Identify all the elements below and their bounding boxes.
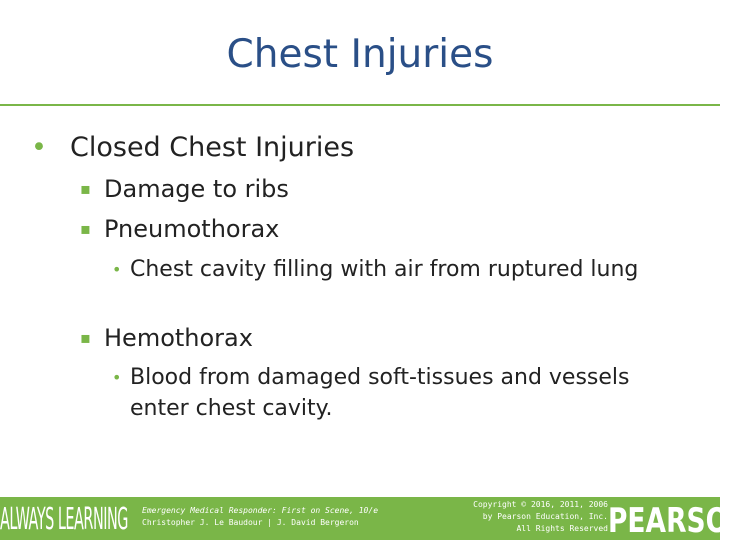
book-authors: Christopher J. Le Baudour | J. David Bergeron: [142, 518, 359, 527]
title-divider: [0, 104, 720, 106]
always-learning-logo: ALWAYS LEARNING: [0, 502, 128, 537]
copyright-line: Copyright © 2016, 2011, 2006: [473, 500, 608, 509]
bullet-level3: [112, 362, 692, 424]
bullet-text: Damage to ribs: [104, 175, 289, 203]
bullet-level2: [80, 215, 279, 243]
square-bullet-icon: ▪: [80, 328, 91, 347]
book-credit: [142, 505, 378, 529]
small-round-bullet-icon: •: [112, 260, 122, 279]
bullet-level2: [80, 175, 289, 203]
round-bullet-icon: •: [31, 132, 47, 163]
small-round-bullet-icon: •: [112, 368, 122, 387]
bullet-text: Hemothorax: [104, 324, 253, 352]
square-bullet-icon: ▪: [80, 179, 91, 198]
bullet-text: Pneumothorax: [104, 215, 280, 243]
book-title: Emergency Medical Responder: First on Scene, 10/e: [142, 506, 379, 515]
slide-title: Chest Injuries: [226, 32, 494, 77]
bullet-level1: [30, 132, 354, 163]
bullet-level2: [80, 324, 253, 352]
bullet-text: Chest cavity filling with air from ruptured lung: [130, 257, 639, 282]
footer-bar: [0, 497, 750, 541]
copyright-line: by Pearson Education, Inc.: [482, 512, 608, 521]
bullet-text: Closed Chest Injuries: [70, 132, 355, 163]
bullet-level3: [112, 254, 692, 286]
copyright-line: All Rights Reserved: [516, 524, 608, 533]
copyright-notice: [433, 499, 608, 535]
pearson-logo: PEARSON: [608, 501, 750, 541]
bullet-text: Blood from damaged soft-tissues and vessels enter chest cavity.: [130, 365, 630, 421]
square-bullet-icon: ▪: [80, 219, 91, 238]
